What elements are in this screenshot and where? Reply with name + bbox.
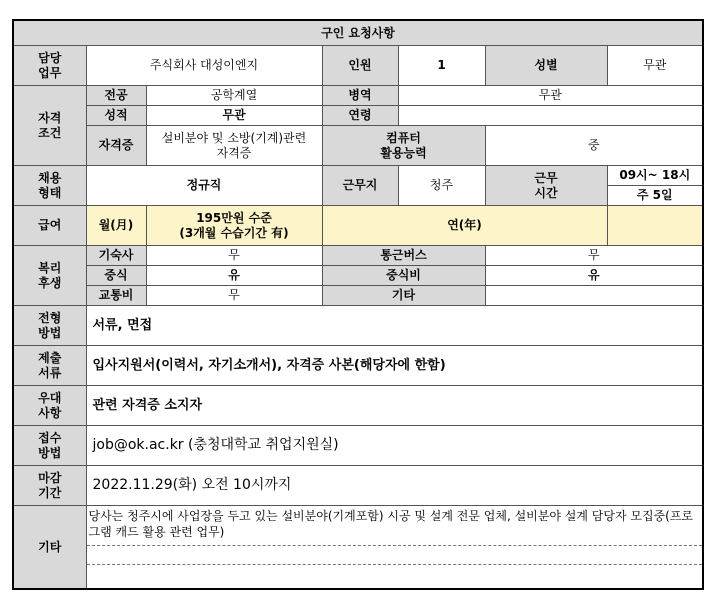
gender-value: 무관 — [607, 46, 703, 86]
etc-label: 기타 — [13, 506, 86, 590]
screening-label: 전형 방법 — [13, 306, 86, 346]
cert-label: 자격증 — [86, 126, 146, 166]
title-row — [13, 20, 703, 46]
benefits-row-2 — [13, 266, 703, 286]
deadline-row — [13, 466, 703, 506]
etc-row — [13, 506, 703, 590]
cert-value: 설비분야 및 소방(기계)관련 자격증 — [146, 126, 322, 166]
grades-label: 성적 — [86, 106, 146, 126]
transport-label: 교통비 — [86, 286, 146, 306]
screening-row — [13, 306, 703, 346]
employ-row-1 — [13, 166, 703, 186]
duty-value: 주식회사 대성이엔지 — [86, 46, 322, 86]
other-benefit-value — [485, 286, 703, 306]
bus-value: 무 — [485, 246, 703, 266]
military-label: 병역 — [322, 86, 398, 106]
hours-label: 근무 시간 — [485, 166, 607, 206]
form-title: 구인 요청사항 — [13, 20, 703, 46]
apply-label: 접수 방법 — [13, 426, 86, 466]
duty-row — [13, 46, 703, 86]
benefits-row-3 — [13, 286, 703, 306]
transport-value: 무 — [146, 286, 322, 306]
meal-value: 유 — [146, 266, 322, 286]
dashed-rule — [87, 564, 703, 565]
documents-label: 제출 서류 — [13, 346, 86, 386]
meal-cost-label: 중식비 — [322, 266, 485, 286]
grades-value: 무관 — [146, 106, 322, 126]
qual-label: 자격 조건 — [13, 86, 86, 166]
meal-label: 중식 — [86, 266, 146, 286]
computer-label: 컴퓨터 활용능력 — [322, 126, 485, 166]
etc-cell — [86, 506, 703, 590]
deadline-label: 마감 기간 — [13, 466, 86, 506]
other-benefit-label: 기타 — [322, 286, 485, 306]
age-label: 연령 — [322, 106, 398, 126]
qual-row-3 — [13, 126, 703, 146]
location-value: 청주 — [398, 166, 485, 206]
monthly-value: 195만원 수준 (3개월 수습기간 有) — [146, 206, 322, 246]
qual-row-1 — [13, 86, 703, 106]
dashed-rule — [87, 545, 703, 546]
preference-label: 우대 사항 — [13, 386, 86, 426]
deadline-value: 2022.11.29(화) 오전 10시까지 — [86, 466, 703, 506]
meal-cost-value: 유 — [485, 266, 703, 286]
major-value: 공학계열 — [146, 86, 322, 106]
benefits-row-1 — [13, 246, 703, 266]
duty-label: 담당 업무 — [13, 46, 86, 86]
apply-value: job@ok.ac.kr (충청대학교 취업지원실) — [86, 426, 703, 466]
preference-row — [13, 386, 703, 426]
headcount-value: 1 — [398, 46, 485, 86]
documents-value: 입사지원서(이력서, 자기소개서), 자격증 사본(해당자에 한함) — [86, 346, 703, 386]
major-label: 전공 — [86, 86, 146, 106]
gender-label: 성별 — [485, 46, 607, 86]
computer-value: 중 — [485, 126, 703, 166]
hours-value: 09시~ 18시 — [607, 166, 703, 186]
annual-label: 연(年) — [322, 206, 607, 246]
salary-row — [13, 206, 703, 246]
etc-value: 당사는 청주시에 사업장을 두고 있는 설비분야(기계포함) 시공 및 설계 전문 업체, 설비분야 설계 담당자 모집중(프로그램 캐드 활용 관련 업무) — [88, 509, 693, 539]
dorm-value: 무 — [146, 246, 322, 266]
benefits-label: 복리 후생 — [13, 246, 86, 306]
annual-value — [607, 206, 703, 246]
employ-type-value: 정규직 — [86, 166, 322, 206]
military-value: 무관 — [398, 86, 703, 106]
documents-row — [13, 346, 703, 386]
dorm-label: 기숙사 — [86, 246, 146, 266]
salary-label: 급여 — [13, 206, 86, 246]
job-request-form — [12, 19, 704, 590]
apply-row — [13, 426, 703, 466]
qual-row-2 — [13, 106, 703, 126]
screening-value: 서류, 면접 — [86, 306, 703, 346]
monthly-label: 월(月) — [86, 206, 146, 246]
bus-label: 통근버스 — [322, 246, 485, 266]
headcount-label: 인원 — [322, 46, 398, 86]
age-value — [398, 106, 703, 126]
location-label: 근무지 — [322, 166, 398, 206]
employ-label: 채용 형태 — [13, 166, 86, 206]
days-value: 주 5일 — [607, 186, 703, 206]
preference-value: 관련 자격증 소지자 — [86, 386, 703, 426]
